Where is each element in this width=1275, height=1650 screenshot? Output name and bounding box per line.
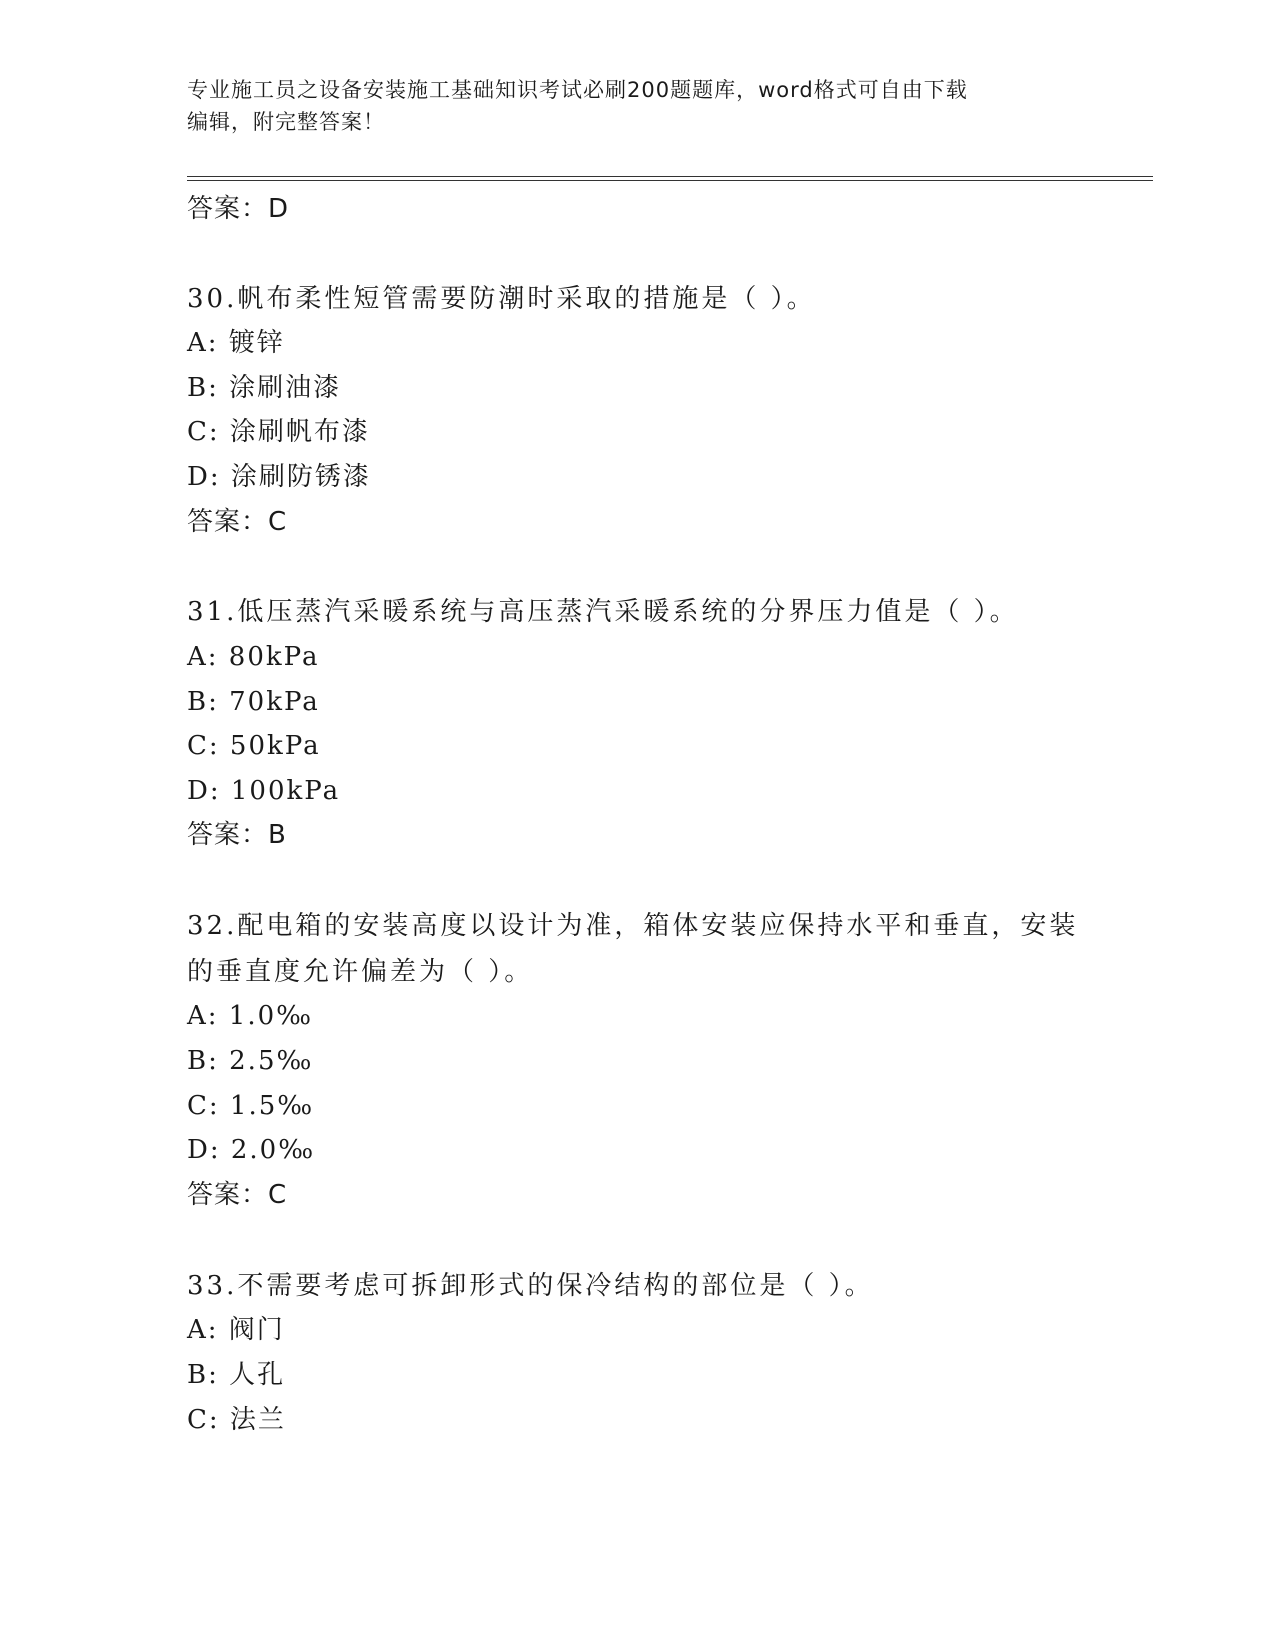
question-30-option-c: C: 涂刷帆布漆 — [187, 417, 370, 447]
question-30-answer: 答案：C — [187, 507, 288, 537]
header-line-1: 专业施工员之设备安装施工基础知识考试必刷200题题库，word格式可自由下载 — [187, 78, 968, 102]
question-32-answer: 答案：C — [187, 1180, 288, 1210]
header-divider — [187, 176, 1153, 181]
question-32-option-a: A: 1.0‰ — [187, 1001, 314, 1031]
question-31-option-c: C: 50kPa — [187, 731, 321, 761]
question-32-option-c: C: 1.5‰ — [187, 1091, 315, 1121]
question-33-option-c: C: 法兰 — [187, 1405, 286, 1435]
question-31-option-a: A: 80kPa — [187, 642, 320, 672]
question-30: 30.帆布柔性短管需要防潮时采取的措施是（ ）。 — [187, 284, 816, 314]
question-33: 33.不需要考虑可拆卸形式的保冷结构的部位是（ ）。 — [187, 1271, 874, 1301]
question-30-option-b: B: 涂刷油漆 — [187, 373, 342, 403]
question-31-answer: 答案：B — [187, 820, 287, 850]
header-line-2: 编辑，附完整答案！ — [187, 110, 385, 134]
question-32: 32.配电箱的安装高度以设计为准，箱体安装应保持水平和垂直，安装的垂直度允许偏差为（ ）。 — [187, 911, 1079, 987]
question-30-option-d: D: 涂刷防锈漆 — [187, 462, 371, 492]
answer-previous: 答案：D — [187, 194, 290, 224]
document-header — [187, 74, 1067, 138]
question-31-option-b: B: 70kPa — [187, 687, 320, 717]
question-32-option-d: D: 2.0‰ — [187, 1135, 316, 1165]
question-32-option-b: B: 2.5‰ — [187, 1046, 314, 1076]
question-33-option-b: B: 人孔 — [187, 1360, 286, 1390]
question-33-option-a: A: 阀门 — [187, 1315, 285, 1345]
question-30-option-a: A: 镀锌 — [187, 328, 285, 358]
question-31-option-d: D: 100kPa — [187, 776, 341, 806]
question-31: 31.低压蒸汽采暖系统与高压蒸汽采暖系统的分界压力值是（ ）。 — [187, 597, 1019, 627]
